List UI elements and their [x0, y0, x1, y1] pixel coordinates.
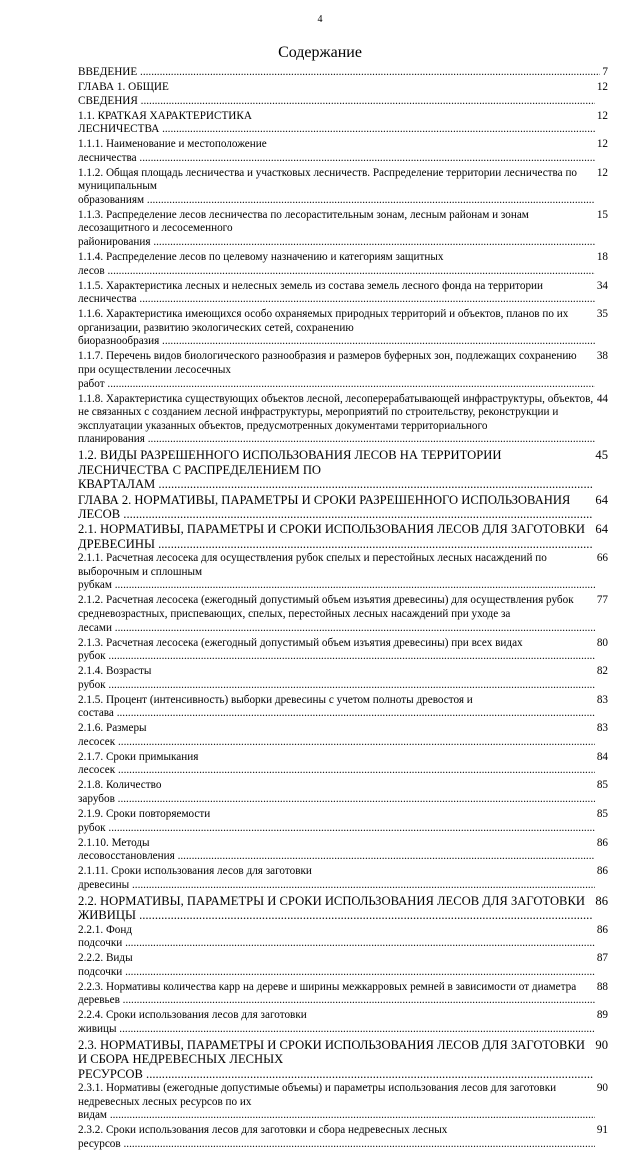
table-of-contents — [78, 66, 608, 1153]
toc-entry-title: 1.2. ВИДЫ РАЗРЕШЕННОГО ИСПОЛЬЗОВАНИЯ ЛЕСОВ НА ТЕРРИТОРИИ ЛЕСНИЧЕСТВА С РАСПРЕДЕЛЕНИЕМ ПО КВАРТАЛАМ ..... — [78, 448, 593, 491]
toc-entry-page: 90 — [596, 1082, 608, 1095]
toc-entry-page: 82 — [596, 665, 608, 678]
toc-entry-title: 1.1.8. Характеристика существующих объектов лесной, лесоперерабатывающей инфраструктуры, объектов, не связанных с созданием лесной инфраструктуры, мероприятий по строительству, реконструкции и эксплуатации указанных объектов, предусмотренных документами территориального планирования ..... — [78, 393, 595, 447]
toc-entry-page: 66 — [596, 552, 608, 565]
toc-entry-page: 77 — [596, 594, 608, 607]
toc-entry-title: 1.1.1. Наименование и местоположение лесничества ..... — [78, 138, 595, 165]
toc-entry-page: 18 — [596, 251, 608, 264]
toc-entry-page: 86 — [596, 923, 608, 936]
toc-entry-title: 2.2. НОРМАТИВЫ, ПАРАМЕТРЫ И СРОКИ ИСПОЛЬЗОВАНИЯ ЛЕСОВ ДЛЯ ЗАГОТОВКИ ЖИВИЦЫ ..... — [78, 894, 593, 923]
toc-entry[interactable] — [78, 308, 608, 349]
toc-entry[interactable] — [78, 952, 608, 979]
toc-entry[interactable] — [78, 865, 608, 892]
toc-entry-page: 15 — [596, 208, 608, 221]
toc-entry[interactable] — [78, 1082, 608, 1123]
toc-entry-page: 87 — [596, 952, 608, 965]
toc-entry-title: 2.1.9. Сроки повторяемости рубок ..... — [78, 808, 595, 835]
toc-entry-page: 44 — [596, 392, 608, 405]
toc-entry-title: 1.1.3. Распределение лесов лесничества по лесорастительным зонам, лесным районам и зонам лесозащитного и лесосеменного районирования ..... — [78, 209, 595, 250]
toc-entry[interactable] — [78, 552, 608, 593]
toc-entry[interactable] — [78, 981, 608, 1008]
toc-entry-title: 2.1.8. Количество зарубов ..... — [78, 779, 595, 806]
toc-entry-title: 1.1.5. Характеристика лесных и нелесных земель из состава земель лесного фонда на территории лесничества ..... — [78, 280, 595, 307]
toc-entry-title: 2.1.3. Расчетная лесосека (ежегодный допустимый объем изъятия древесины) при всех видах рубок ..... — [78, 637, 595, 664]
toc-entry-page: 83 — [596, 722, 608, 735]
toc-entry-page: 12 — [596, 166, 608, 179]
toc-entry[interactable] — [78, 779, 608, 806]
toc-entry[interactable] — [78, 81, 608, 108]
toc-entry-page: 86 — [596, 836, 608, 849]
toc-entry[interactable] — [78, 924, 608, 951]
toc-entry-title: 2.2.4. Сроки использования лесов для заготовки живицы ..... — [78, 1009, 595, 1036]
toc-entry-page: 85 — [596, 807, 608, 820]
toc-entry-title: 2.1.5. Процент (интенсивность) выборки древесины с учетом полноты древостоя и состава ..... — [78, 694, 595, 721]
toc-entry-title: 2.2.3. Нормативы количества карр на дереве и ширины межкарровых ремней в зависимости от диаметра деревьев ..... — [78, 981, 595, 1008]
toc-entry-title: ВВЕДЕНИЕ ..... — [78, 66, 600, 80]
toc-entry-page: 12 — [596, 109, 608, 122]
toc-entry-page: 34 — [596, 279, 608, 292]
toc-entry[interactable] — [78, 1009, 608, 1036]
toc-entry[interactable] — [78, 837, 608, 864]
toc-entry-title: 1.1.6. Характеристика имеющихся особо охраняемых природных территорий и объектов, планов по их организации, развитию экологических сетей, сохранению биоразнообразия ..... — [78, 308, 595, 349]
toc-entry-title: 2.1.2. Расчетная лесосека (ежегодный допустимый объем изъятия древесины) для осуществления рубок средневозрастных, приспевающих, спелых, перестойных лесных насаждений при уходе за лесами ..... — [78, 594, 595, 635]
toc-entry-title: 1.1. КРАТКАЯ ХАРАКТЕРИСТИКА ЛЕСНИЧЕСТВА ..... — [78, 110, 595, 137]
page-title: Содержание — [278, 44, 362, 61]
toc-entry[interactable] — [78, 1124, 608, 1151]
toc-entry[interactable] — [78, 637, 608, 664]
toc-entry-title: 1.1.2. Общая площадь лесничества и участковых лесничеств. Распределение территории лесничества по муниципальным образованиям ..... — [78, 167, 595, 208]
toc-entry[interactable] — [78, 350, 608, 391]
toc-entry[interactable] — [78, 209, 608, 250]
page-number: 4 — [317, 14, 323, 25]
toc-entry[interactable] — [78, 1038, 608, 1081]
toc-entry-title: 2.1.7. Сроки примыкания лесосек ..... — [78, 751, 595, 778]
toc-entry[interactable] — [78, 167, 608, 208]
toc-entry[interactable] — [78, 448, 608, 491]
toc-entry-page: 64 — [595, 492, 608, 507]
toc-entry[interactable] — [78, 722, 608, 749]
toc-entry-page: 7 — [602, 66, 608, 78]
toc-entry-page: 12 — [596, 80, 608, 93]
toc-entry-page: 90 — [595, 1037, 608, 1052]
toc-entry[interactable] — [78, 665, 608, 692]
toc-entry[interactable] — [78, 751, 608, 778]
toc-entry[interactable] — [78, 808, 608, 835]
toc-entry-title: 1.1.7. Перечень видов биологического разнообразия и размеров буферных зон, подлежащих сохранению при осуществлении лесосечных работ ..... — [78, 350, 595, 391]
toc-entry[interactable] — [78, 66, 608, 80]
toc-entry-page: 88 — [596, 980, 608, 993]
toc-entry-page: 12 — [596, 138, 608, 151]
toc-entry-page: 91 — [596, 1124, 608, 1137]
toc-entry-title: 2.1.4. Возрасты рубок ..... — [78, 665, 595, 692]
toc-entry[interactable] — [78, 522, 608, 551]
toc-entry-page: 35 — [596, 308, 608, 321]
toc-entry-title: 2.1.1. Расчетная лесосека для осуществления рубок спелых и перестойных лесных насаждений по выборочным и сплошным рубкам ..... — [78, 552, 595, 593]
toc-entry-title: 2.2.1. Фонд подсочки ..... — [78, 924, 595, 951]
toc-entry-title: 2.1.10. Методы лесовосстановления ..... — [78, 837, 595, 864]
toc-entry-title: 2.1.6. Размеры лесосек ..... — [78, 722, 595, 749]
toc-entry-title: 2.3. НОРМАТИВЫ, ПАРАМЕТРЫ И СРОКИ ИСПОЛЬЗОВАНИЯ ЛЕСОВ ДЛЯ ЗАГОТОВКИ И СБОРА НЕДРЕВЕСНЫХ ЛЕСНЫХ РЕСУРСОВ ..... — [78, 1038, 593, 1081]
toc-entry-page: 86 — [596, 865, 608, 878]
toc-entry[interactable] — [78, 594, 608, 635]
toc-entry[interactable] — [78, 894, 608, 923]
toc-entry-page: 89 — [596, 1009, 608, 1022]
toc-entry-page: 45 — [595, 448, 608, 463]
toc-entry-page: 83 — [596, 693, 608, 706]
toc-entry-title: 2.1.11. Сроки использования лесов для заготовки древесины ..... — [78, 865, 595, 892]
toc-entry-page: 64 — [595, 522, 608, 537]
toc-entry-title: ГЛАВА 2. НОРМАТИВЫ, ПАРАМЕТРЫ И СРОКИ РАЗРЕШЕННОГО ИСПОЛЬЗОВАНИЯ ЛЕСОВ ..... — [78, 493, 593, 522]
toc-entry-page: 86 — [595, 893, 608, 908]
toc-entry-title: ГЛАВА 1. ОБЩИЕ СВЕДЕНИЯ ..... — [78, 81, 595, 108]
toc-entry-page: 84 — [596, 750, 608, 763]
toc-entry-page: 38 — [596, 350, 608, 363]
toc-entry[interactable] — [78, 694, 608, 721]
toc-entry-title: 2.1. НОРМАТИВЫ, ПАРАМЕТРЫ И СРОКИ ИСПОЛЬЗОВАНИЯ ЛЕСОВ ДЛЯ ЗАГОТОВКИ ДРЕВЕСИНЫ ..... — [78, 522, 593, 551]
toc-entry-title: 2.3.2. Сроки использования лесов для заготовки и сбора недревесных лесных ресурсов ..... — [78, 1124, 595, 1151]
toc-entry[interactable] — [78, 280, 608, 307]
toc-entry-title: 1.1.4. Распределение лесов по целевому назначению и категориям защитных лесов ..... — [78, 251, 595, 278]
toc-entry[interactable] — [78, 393, 608, 447]
toc-entry-page: 80 — [596, 636, 608, 649]
toc-entry[interactable] — [78, 251, 608, 278]
toc-entry-title: 2.2.2. Виды подсочки ..... — [78, 952, 595, 979]
toc-entry[interactable] — [78, 110, 608, 137]
toc-entry[interactable] — [78, 138, 608, 165]
toc-entry[interactable] — [78, 493, 608, 522]
toc-entry-title: 2.3.1. Нормативы (ежегодные допустимые объемы) и параметры использования лесов для заготовки недревесных лесных ресурсов по их видам ..... — [78, 1082, 595, 1123]
toc-entry-page: 85 — [596, 779, 608, 792]
